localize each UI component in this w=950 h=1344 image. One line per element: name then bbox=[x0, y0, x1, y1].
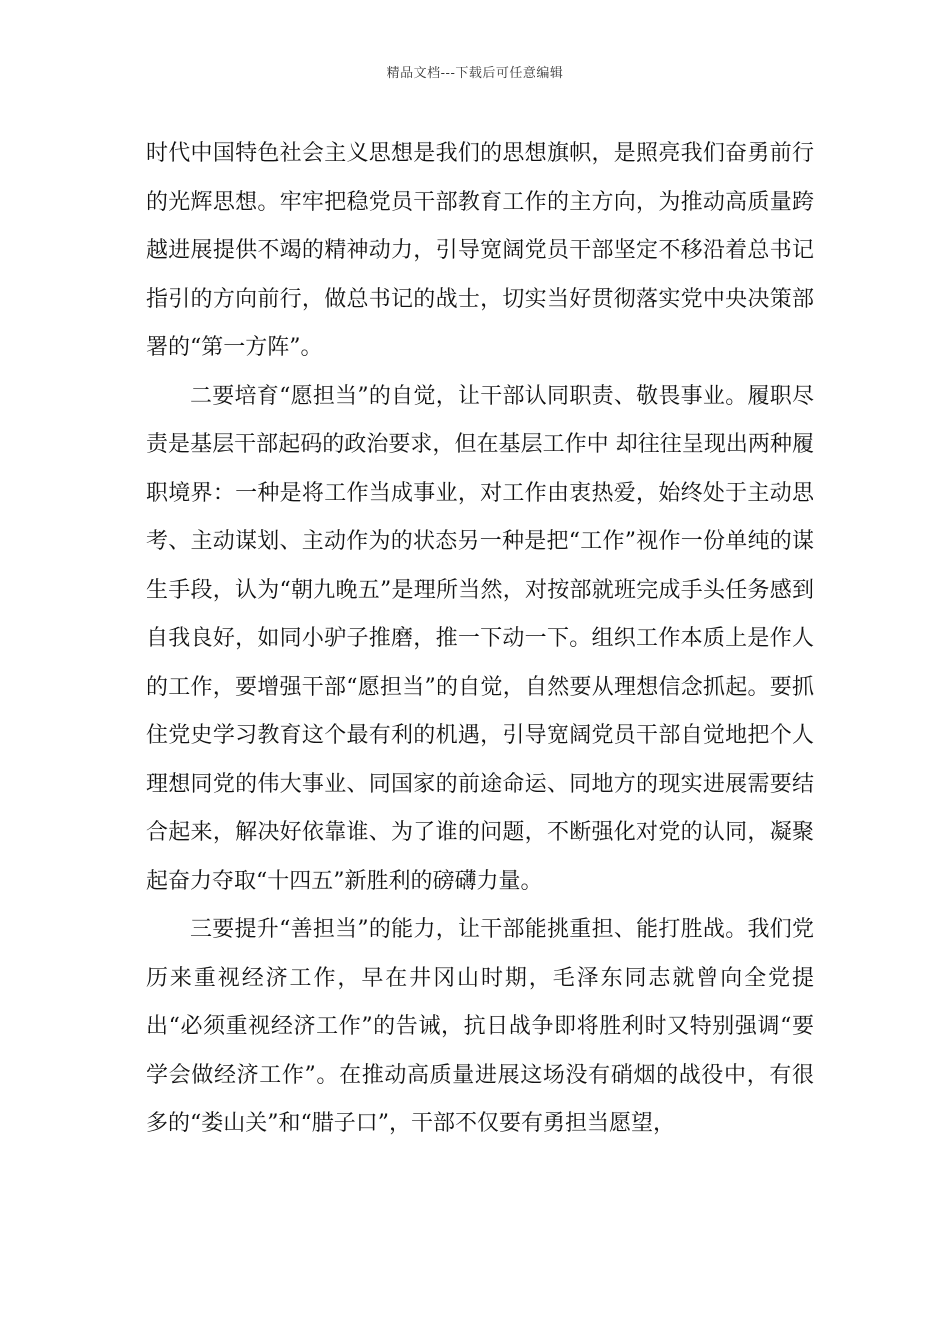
page-header: 精品文档---下载后可任意编辑 bbox=[386, 66, 564, 81]
document-body bbox=[146, 130, 814, 1149]
paragraph-point-three: 三要提升“善担当”的能力，让干部能挑重担、能打胜战。我们党历来重视经济工作，早在井冈山时期，毛泽东同志就曾向全党提出“必须重视经济工作”的告诫，抗日战争即将胜利时又特别强调“要学会做经济工作”。在推动高质量进展这场没有硝烟的战役中，有很多的“娄山关”和“腊子口”，干部不仅要有勇担当愿望， bbox=[146, 917, 814, 1136]
paragraph-point-two: 二要培育“愿担当”的自觉，让干部认同职责、敬畏事业。履职尽责是基层干部起码的政治要求，但在基层工作中 却往往呈现出两种履职境界：一种是将工作当成事业，对工作由衷热爱，始终处于主动思考、主动谋划、主动作为的状态另一种是把“工作”视作一份单纯的谋生手段，认为“朝九晚五”是理所当然，对按部就班完成手头任务感到自我良好，如同小驴子推磨，推一下动一下。组织工作本质上是作人的工作，要增强干部“愿担当”的自觉，自然要从理想信念抓起。要抓住党史学习教育这个最有利的机遇，引导宽阔党员干部自觉地把个人理想同党的伟大事业、同国家的前途命运、同地方的现实进展需要结合起来，解决好依靠谁、为了谁的问题，不断强化对党的认同，凝聚起奋力夺取“十四五”新胜利的磅礴力量。 bbox=[146, 383, 814, 894]
paragraph-continuation: 时代中国特色社会主义思想是我们的思想旗帜，是照亮我们奋勇前行的光辉思想。牢牢把稳党员干部教育工作的主方向，为推动高质量跨越进展提供不竭的精神动力，引导宽阔党员干部坚定不移沿着总书记指引的方向前行，做总书记的战士，切实当好贯彻落实党中央决策部署的“第一方阵”。 bbox=[146, 141, 814, 360]
